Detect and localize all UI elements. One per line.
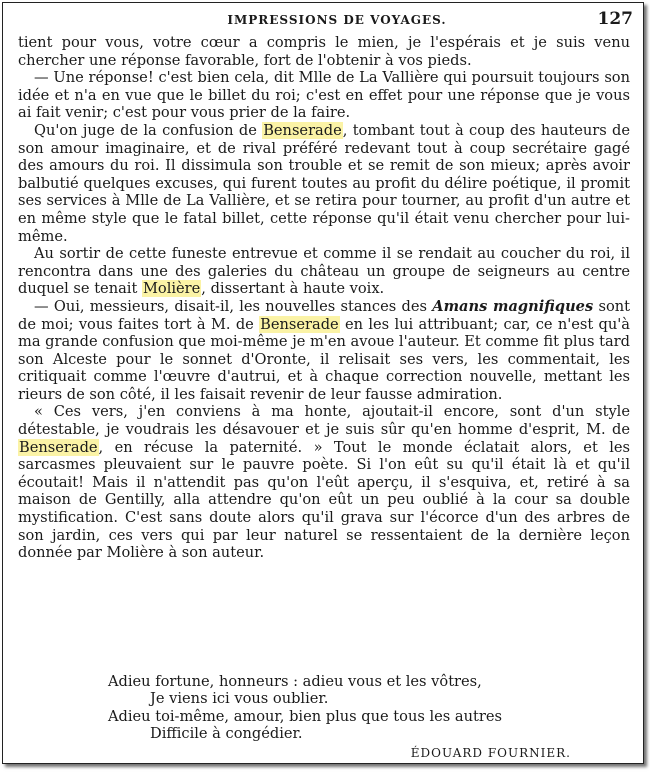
text-run: Qu'on juge de la confusion de: [34, 121, 263, 139]
text-run: — Oui, messieurs, disait-il, les nouvelles stances des: [34, 297, 433, 315]
paragraph: [18, 245, 630, 298]
poem-line: Difficile à congédier.: [150, 725, 303, 743]
paragraph: [18, 34, 630, 69]
text-run: tient pour vous, votre cœur a compris le mien, je l'espérais et je suis venu chercher une réponse favorable, fort de l'obtenir à vos pieds.: [18, 34, 630, 69]
body-text: [18, 34, 630, 562]
text-run: Au sortir de cette funeste entrevue et comme il se rendait au coucher du roi, il rencontra dans une des galeries du château un groupe de seigneurs au centre duquel se tenait: [18, 245, 630, 298]
page-number: 127: [597, 9, 633, 29]
poem-line: Adieu toi-même, amour, bien plus que tous les autres: [108, 707, 502, 725]
text-run: — Une réponse! c'est bien cela, dit Mlle de La Vallière qui poursuit toujours son idée et n'a en vue que le billet du roi; c'est en effet pour une réponse que je vous ai fait venir; c'est pour vous prier de la faire.: [18, 69, 630, 122]
text-run: sont de moi; vous faites tort à M. de: [18, 297, 631, 333]
poem-line: Je viens ici vous oublier.: [150, 690, 329, 708]
highlighted-name: Benserade: [260, 315, 339, 333]
paragraph: [18, 298, 630, 404]
text-run: , dissertant à haute voix.: [201, 280, 385, 298]
page-frame: [2, 2, 644, 764]
paragraph: [18, 69, 630, 122]
author-signature: ÉDOUARD FOURNIER.: [410, 746, 571, 760]
highlighted-name: Benserade: [263, 121, 342, 139]
paragraph: [18, 403, 630, 561]
text-run: , en récuse la paternité. » Tout le monde éclatait alors, et les sarcasmes pleuvaient sur le pauvre poète. Si l'on eût su qu'il était là et qu'il écoutait! Mais il n'attendit pas qu'on l'eût aperçu, il s'esquiva, et, retiré à sa maison de Gentilly, alla attendre qu'on eût un peu oublié à la cour sa double mystification. C'est sans doute alors qu'il grava sur l'écorce d'un des arbres de son jardin, ces vers qui par leur naturel se ressentaient de la dernière leçon donnée par Molière à son auteur.: [18, 438, 630, 562]
poem: [108, 673, 548, 743]
italic-title: Amans magnifiques: [432, 297, 594, 315]
paragraph: [18, 122, 630, 245]
text-run: en les lui attribuant; car, ce n'est qu'à ma grande confusion que moi-même je m'en avoue l'auteur. Et comme fit plus tard son Alceste pour le sonnet d'Oronte, il relisait ses vers, les commentait, les critiquait comme l'œuvre d'autrui, et à chaque correction nouvelle, mettant les rieurs de son côté, il les faisait revenir de leur fausse admiration.: [18, 315, 631, 403]
poem-line: Adieu fortune, honneurs : adieu vous et les vôtres,: [108, 673, 482, 690]
highlighted-name: Molière: [142, 280, 201, 298]
running-title: IMPRESSIONS DE VOYAGES.: [227, 13, 447, 27]
text-run: , tombant tout à coup des hauteurs de son amour imaginaire, et de rival préféré redevant tout à coup secrétaire gagé des amours du roi. Il dissimula son trouble et se remit de son mieux; après avoir balbutié quelques excuses, qui furent toutes au profit du délire poétique, il promit ses services à Mlle de La Vallière, et se retira pour tourner, au profit d'un autre et en même style que le fatal billet, cette réponse qu'il était venu chercher pour lui-même.: [18, 121, 630, 245]
page-header: [17, 9, 637, 31]
text-run: « Ces vers, j'en conviens à ma honte, ajoutait-il encore, sont d'un style détestable, je voudrais les désavouer et je suis sûr qu'en homme d'esprit, M. de: [18, 403, 630, 439]
highlighted-name: Benserade: [19, 438, 98, 456]
